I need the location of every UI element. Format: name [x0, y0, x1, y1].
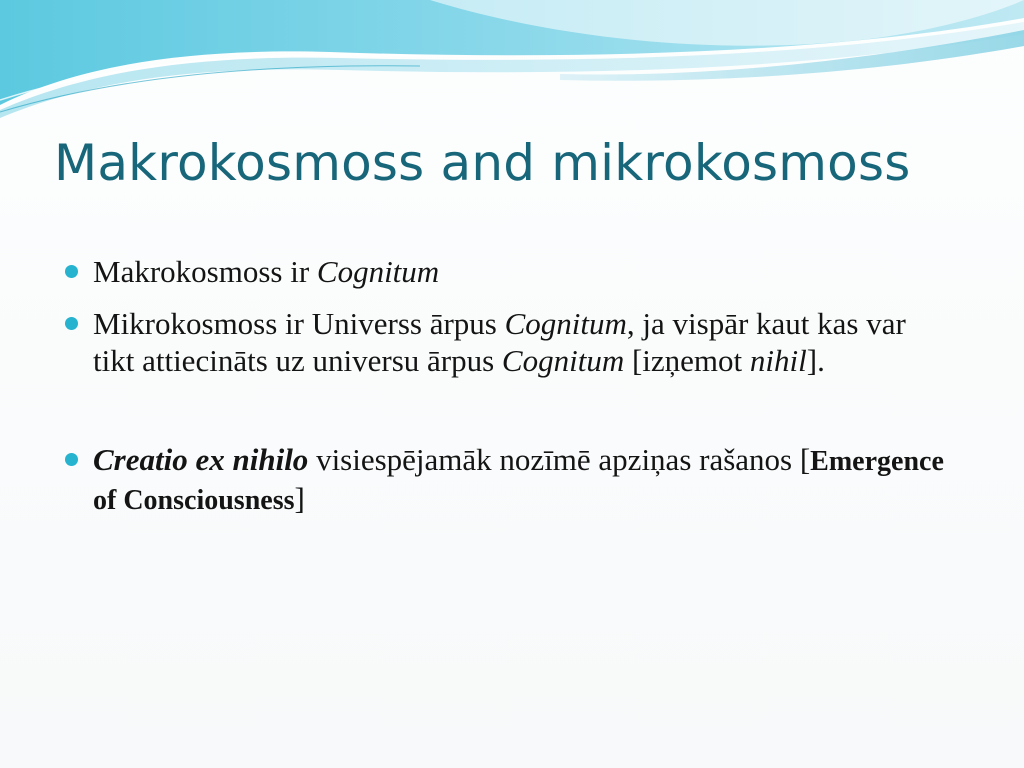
bullet-bold-italic-text: Creatio ex nihilo — [93, 442, 309, 477]
bullet-italic-text: nihil — [749, 343, 807, 378]
bullet-item — [62, 305, 952, 379]
bullet-text: ] — [294, 481, 305, 516]
bullet-italic-text: Cognitum — [504, 306, 627, 341]
bullet-text: visiespējamāk nozīmē apziņas rašanos [ — [308, 442, 811, 477]
bullet-italic-text: Cognitum — [501, 343, 625, 378]
bullet-text: Mikrokosmoss ir Universs ārpus — [93, 306, 505, 341]
bullet-list — [62, 253, 952, 534]
bullet-item — [62, 253, 952, 290]
bullet-text: ]. — [806, 343, 825, 378]
bullet-italic-text: Cognitum — [316, 254, 440, 289]
bullet-bold-text: Emergence of Consciousness — [93, 446, 944, 516]
bullet-item — [62, 441, 952, 519]
decorative-wave-header — [0, 0, 1024, 130]
bullet-dot-icon — [65, 453, 78, 466]
bullet-text: Makrokosmoss ir — [93, 254, 317, 289]
bullet-dot-icon — [65, 265, 78, 278]
bullet-text: , ja vispār kaut kas var tikt attiecināts uz universu ārpus — [93, 306, 906, 378]
slide-title: Makrokosmoss and mikrokosmoss — [54, 134, 911, 192]
bullet-text: [izņemot — [624, 343, 750, 378]
bullet-dot-icon — [65, 317, 78, 330]
